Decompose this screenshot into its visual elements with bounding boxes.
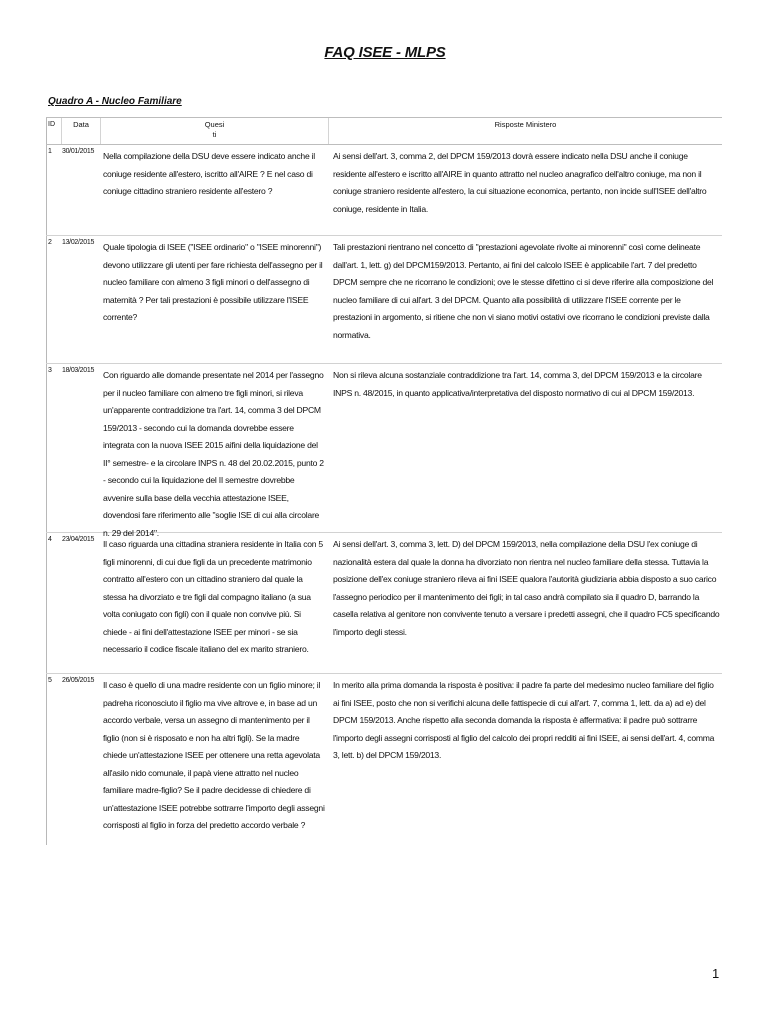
table-row (46, 674, 722, 850)
row-date: 30/01/2015 (62, 148, 95, 155)
row-date: 13/02/2015 (62, 239, 95, 246)
row-answer: Ai sensi dell'art. 3, comma 2, del DPCM 159/2013 dovrà essere indicato nella DSU anche il coniuge residente all'estero e iscritto all'AIRE in quanto attratto nel nucleo anagrafico dell'altro coniuge, ma non il coniuge straniero residente all'estero, la cui situazione economica, pertanto, non incide sull'ISEE dell'altro coniuge, residente in Italia. (333, 151, 707, 214)
row-question: Il caso è quello di una madre residente con un figlio minore; il padreha riconosciuto il figlio ma vive altrove e, in base ad un accordo verbale, versa un assegno di mantenimento per il figlio (non si è risposato e non ha altri figli). Se la madre chiede un'attestazione ISEE per ottenere una retta agevolata all'asilo nido comunale, il papà viene attratto nel nucleo familiare madre-figlio? Se il padre decidesse di chiedere di un'attestazione ISEE potrebbe sottrarre l'importo degli assegni corrisposti al figlio in forza del predetto accordo verbale ? (103, 680, 325, 830)
page-number: 1 (712, 966, 720, 981)
row-id: 2 (48, 239, 52, 246)
row-id: 1 (48, 148, 52, 155)
row-question: Il caso riguarda una cittadina straniera residente in Italia con 5 figli minorenni, di cui due figli da un precedente matrimonio contratto all'estero con un cittadino straniero dal quale la stessa ha divorziato e tre figli dal compagno italiano (a sua volta coniugato con figli) con il quale non convive più. Si chiede - ai fini dell'attestazione ISEE per minori - se sia necessario il codice fiscale italiano del ex marito straniero. (103, 539, 323, 654)
header-id: ID (46, 118, 62, 144)
header-date: Data (62, 118, 101, 144)
row-id: 4 (48, 536, 52, 543)
table-row (46, 236, 722, 364)
row-answer: Non si rileva alcuna sostanziale contraddizione tra l'art. 14, comma 3, del DPCM 159/2013 e la circolare INPS n. 48/2015, in quanto applicativa/interpretativa del disposto normativo di cui al DPCM 159/2013. (333, 370, 702, 398)
row-answer: In merito alla prima domanda la risposta è positiva: il padre fa parte del medesimo nucleo familiare del figlio ai fini ISEE, posto che non si verifichi alcuna delle fattispecie di cui all'art. 7, comma 1, lett. da a) ad e) del DPCM 159/2013. Anche rispetto alla seconda domanda la risposta è affermativa: il padre può sottrarre l'importo degli assegni corrisposti al figlio del calcolo dei propri redditi ai fini ISEE, ai sensi dell'art. 4, comma 3, lett. b) del DPCM 159/2013. (333, 680, 715, 760)
header-answer: Risposte Ministero (494, 120, 557, 129)
row-question: Quale tipologia di ISEE ("ISEE ordinario" o "ISEE minorenni") devono utilizzare gli utenti per fare richiesta dell'assegno per il nucleo familiare con almeno 3 figli minori o dell'assegno di maternità ? Per tali prestazioni è possibile utilizzare l'ISEE corrente? (103, 242, 323, 322)
document-title: FAQ ISEE - MLPS (324, 44, 446, 61)
row-answer: Tali prestazioni rientrano nel concetto di "prestazioni agevolate rivolte ai minorenni" così come delineate dall'art. 1, lett. g) del DPCM159/2013. Pertanto, ai fini del calcolo ISEE è applicabile l'art. 7 del predetto DPCM sempre che ne ricorrano le condizioni; ove le stesse difettino ci si deve riferire alla composizione del nucleo familiare di cui all'art. 3 del DPCM. Quanto alla possibilità di utilizzare l'ISEE corrente per le prestazioni in argomento, si ritiene che non vi siano motivi ostativi ove ricorrano le condizioni previste dalla normativa. (333, 242, 714, 340)
row-date: 23/04/2015 (62, 536, 95, 543)
row-id: 5 (48, 677, 52, 684)
section-heading: Quadro A - Nucleo Familiare (48, 96, 182, 107)
faq-table (46, 117, 722, 850)
table-row (46, 533, 722, 674)
table-row (46, 145, 722, 236)
table-header-row (46, 117, 722, 145)
table-row (46, 364, 722, 538)
header-question: Quesi ti (101, 118, 329, 144)
row-id: 3 (48, 367, 52, 374)
row-question: Con riguardo alle domande presentate nel 2014 per l'assegno per il nucleo familiare con almeno tre figli minori, si rileva un'apparente contraddizione tra l'art. 14, comma 3 del DPCM 159/2013 - secondo cui la domanda dovrebbe essere integrata con la nuova ISEE 2015 aifini della liquidazione del II° semestre- e la circolare INPS n. 48 del 20.02.2015, punto 2 - secondo cui la liquidazione del II semestre dovrebbe avvenire sulla base della vecchia attestazione ISEE, dovendosi fare riferimento alle "soglie ISE di cui alla circolare n. 29 del 2014". (103, 370, 324, 538)
row-date: 26/05/2015 (62, 677, 95, 684)
row-date: 18/03/2015 (62, 367, 95, 374)
row-question: Nella compilazione della DSU deve essere indicato anche il coniuge residente all'estero, iscritto all'AIRE ? E nel caso di coniuge cittadino straniero residente all'estero ? (103, 151, 315, 196)
row-answer: Ai sensi dell'art. 3, comma 3, lett. D) del DPCM 159/2013, nella compilazione della DSU l'ex coniuge di nazionalità estera dal quale la donna ha divorziato non rientra nel nucleo familiare della stessa. Tuttavia la posizione dell'ex coniuge straniero rileva ai fini ISEE qualora l'autorità giudiziaria abbia disposto a suo carico l'assegno periodico per il mantenimento dei figli; in tal caso andrà compilato sia il quadro D, barrando la casella relativa al genitore non convivente tenuto a versare i predetti assegni, che il quadro FC5 specificando l'importo degli stessi. (333, 539, 720, 637)
